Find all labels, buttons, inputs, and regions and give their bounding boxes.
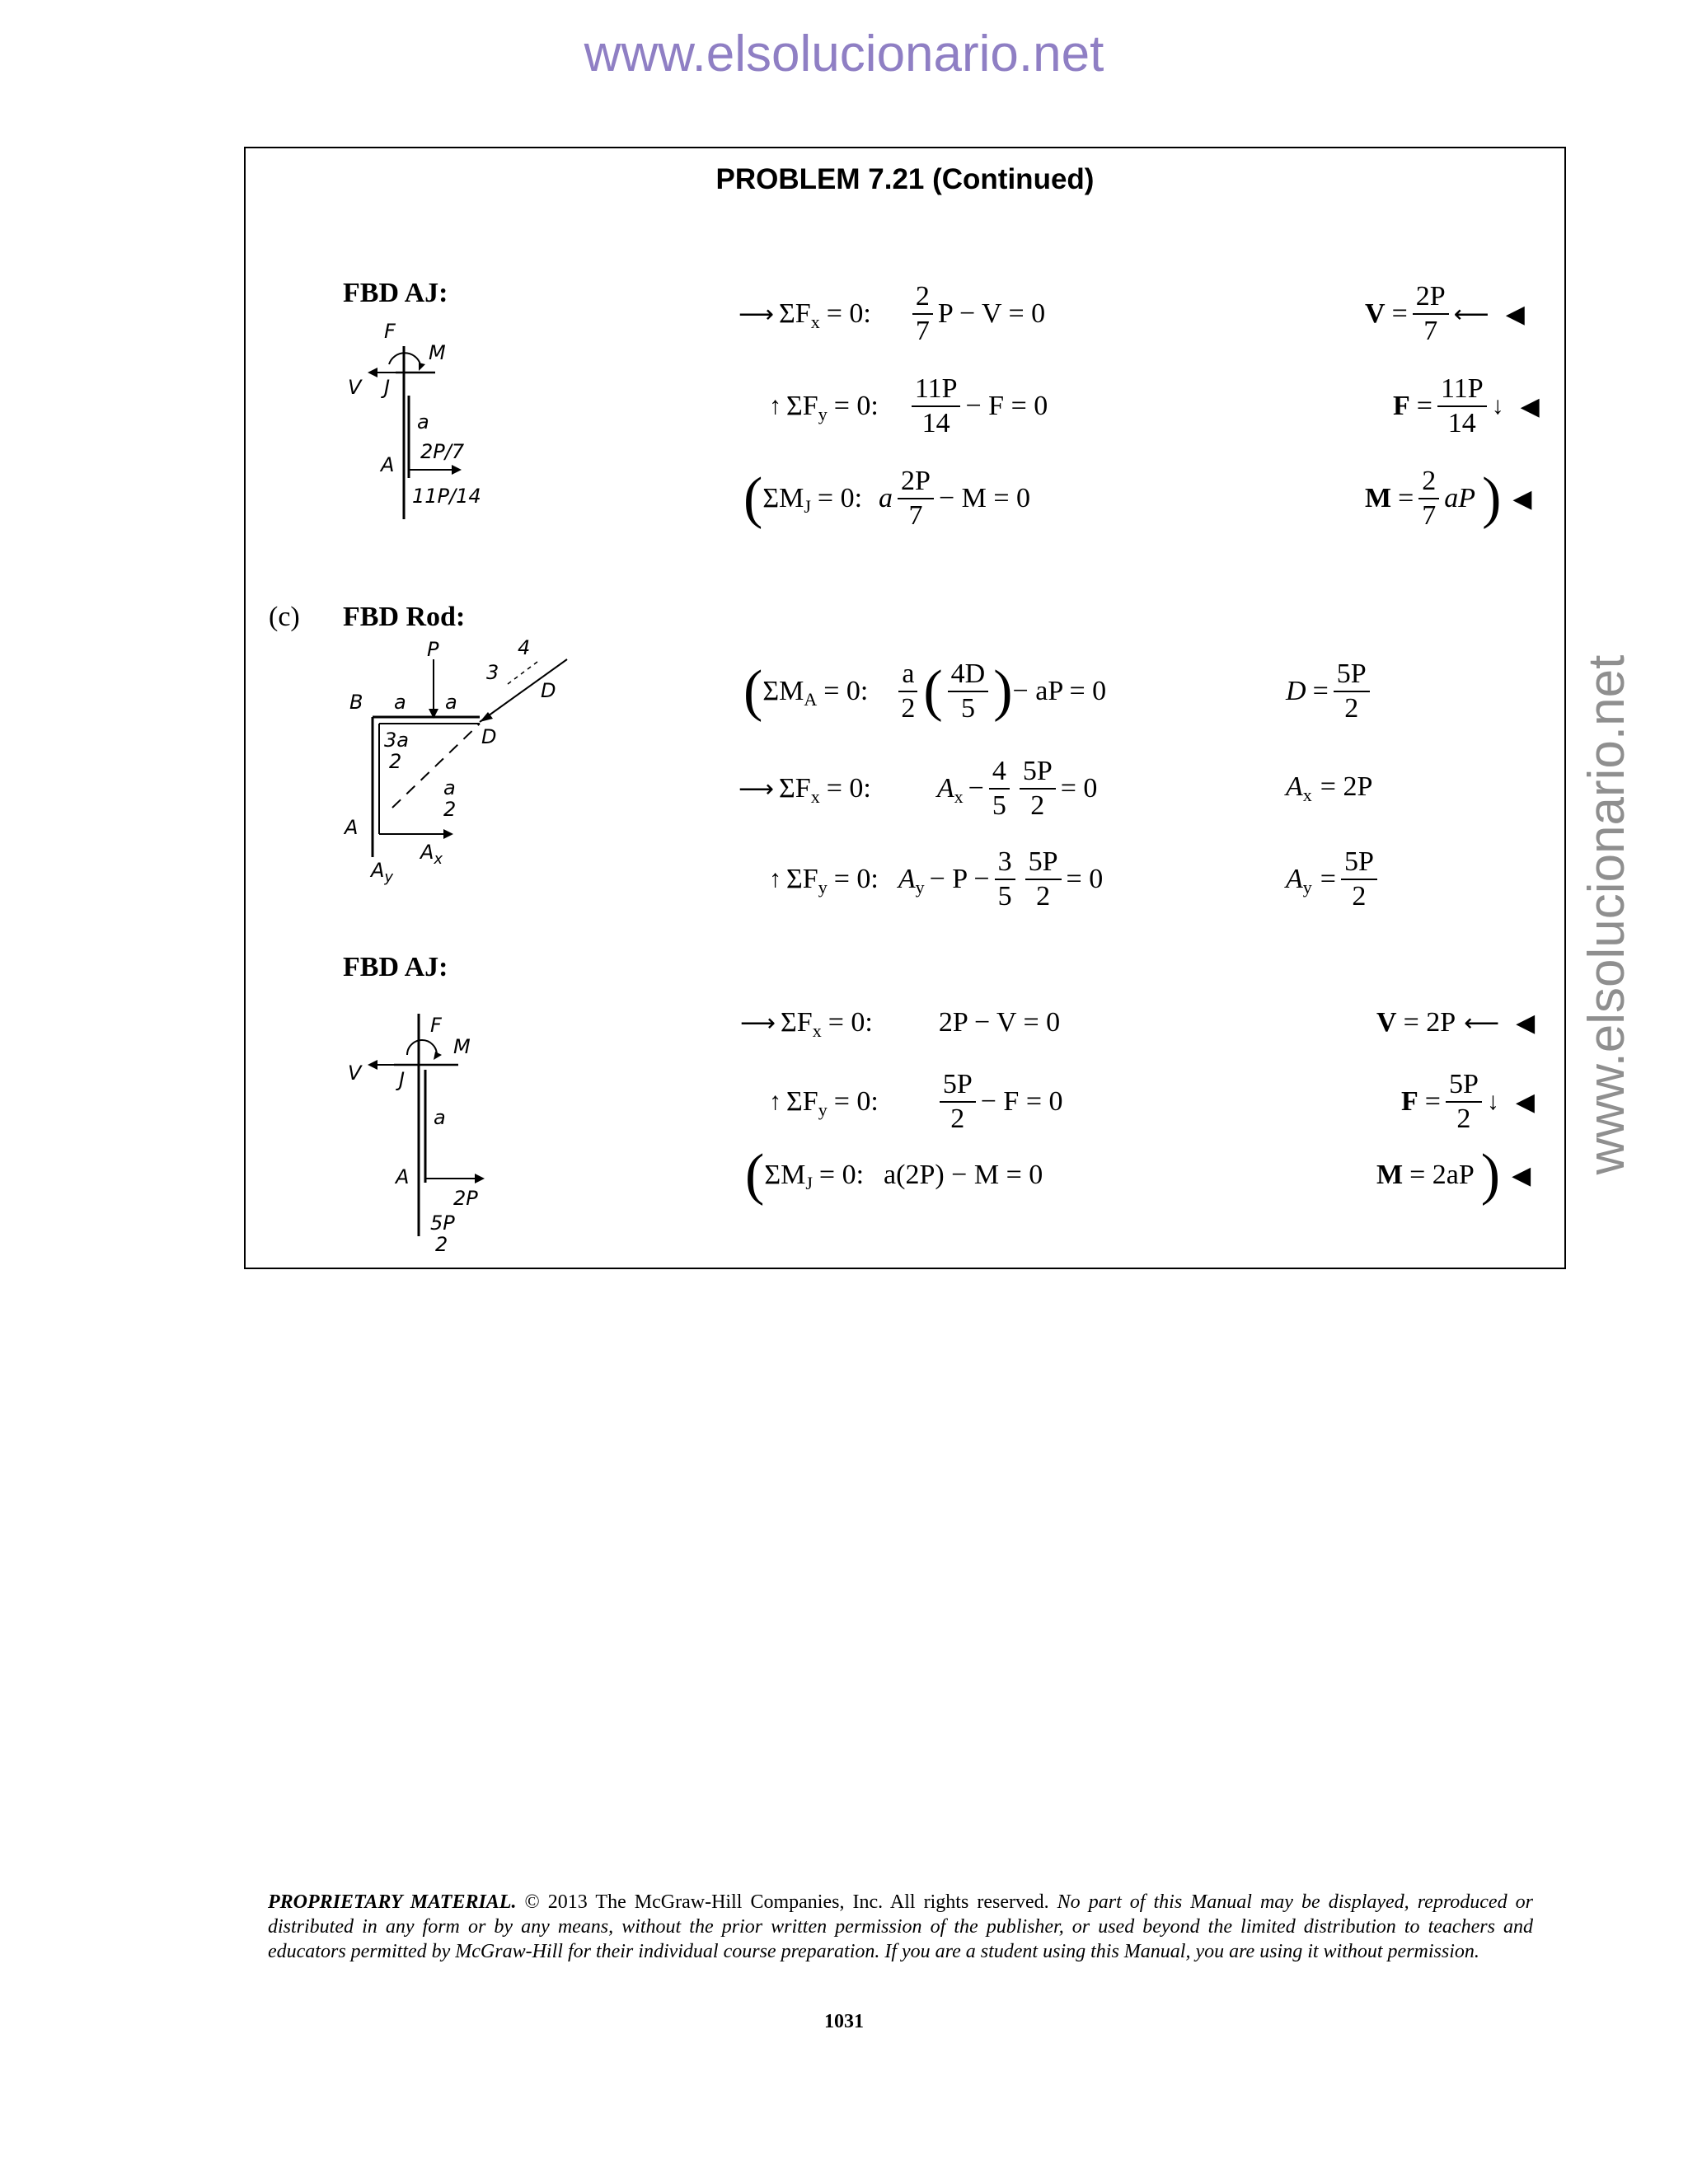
sk1-m: M — [429, 341, 446, 364]
down-arrow-icon: ↓ — [1491, 392, 1504, 419]
sk2-a2-num: a — [443, 776, 456, 799]
sk2-ay: $A_y$ — [371, 859, 394, 886]
answer-marker-icon: ◀ — [1512, 485, 1532, 513]
sec3-result-f: F = $\frac{5P}{2}$ ↓ ◀ — [1401, 1069, 1535, 1134]
copyright-footer — [268, 1890, 1533, 1964]
sk3-v: V — [348, 1062, 362, 1085]
sk2-d2: D — [481, 725, 497, 748]
fbd-aj-sketch-1 — [336, 313, 481, 527]
sec1-eq-summj: ( ΣM J = 0: a $\frac{2P}{7}$ − M = 0 — [743, 466, 1031, 531]
sk1-f: F — [384, 320, 396, 343]
sec1-result-m: M = $\frac{2}{7}$ aP ) ◀ — [1365, 466, 1532, 531]
cw-moment-icon: ) — [1482, 466, 1502, 530]
sk2-3: 3 — [486, 661, 499, 684]
ccw-moment-icon: ( — [743, 659, 763, 723]
fbd-rod-header: FBD Rod: — [343, 602, 466, 632]
sk3-bot-num: 5P — [430, 1212, 455, 1235]
sk1-horiz: 2P/7 — [420, 440, 465, 463]
sec3-eq-summj: ( ΣM J = 0: a(2P) − M = 0 — [745, 1143, 1043, 1207]
sk2-a2: a — [445, 691, 457, 714]
sk3-j: J — [399, 1068, 406, 1091]
sec3-result-m: M = 2aP ) ◀ — [1376, 1143, 1531, 1207]
sec3-eq-sumfy: ↑ ΣF y = 0: $\frac{5P}{2}$ − F = 0 — [769, 1069, 1063, 1134]
footer-text: © 2013 The McGraw-Hill Companies, Inc. All rights reserved. — [516, 1891, 1057, 1913]
sk2-ax: $A_x$ — [420, 841, 443, 868]
left-arrow-icon: ⟵ — [1453, 300, 1489, 328]
up-arrow-icon: ↑ — [769, 865, 781, 893]
right-arrow-icon: ⟶ — [740, 1009, 776, 1037]
sk2-a1: a — [394, 691, 406, 714]
right-arrow-icon: ⟶ — [738, 775, 775, 803]
sk1-v: V — [348, 376, 362, 399]
sec2-eq-sumfx: ⟶ ΣF x = 0: A x − $\frac{4}{5}$ $\frac{5P}{2}$ = 0 — [738, 756, 1098, 821]
answer-marker-icon: ◀ — [1520, 392, 1540, 420]
page-number: 1031 — [824, 2011, 864, 2032]
ccw-moment-icon: ( — [743, 466, 763, 530]
sec3-eq-sumfx: ⟶ ΣF x = 0: 2P − V = 0 — [740, 1007, 1061, 1041]
left-arrow-icon: ⟵ — [1464, 1009, 1500, 1037]
answer-marker-icon: ◀ — [1512, 1161, 1531, 1189]
answer-marker-icon: ◀ — [1505, 300, 1525, 328]
ccw-moment-icon: ( — [745, 1143, 765, 1207]
up-arrow-icon: ↑ — [769, 392, 781, 419]
fbd-aj-header-2: FBD AJ: — [343, 952, 448, 982]
cw-moment-icon: ) — [1480, 1143, 1501, 1207]
answer-marker-icon: ◀ — [1516, 1009, 1536, 1037]
sk1-bottom: 11P/14 — [412, 485, 481, 508]
problem-title: PROBLEM 7.21 (Continued) — [715, 163, 1095, 195]
sec2-eq-summa: ( ΣM A = 0: $\frac{a}{2}$ ( $\frac{4D}{5}$ ) − aP = 0 — [743, 658, 1107, 724]
fbd-aj-header-1: FBD AJ: — [343, 278, 448, 308]
sk2-a2-den: 2 — [443, 798, 457, 821]
sk1-a-point: A — [381, 453, 395, 476]
sk2-3a-num: 3a — [384, 729, 409, 752]
sec1-eq-sumfx: ⟶ ΣF x = 0: $\frac{2}{7}$ P − V = 0 — [738, 281, 1046, 346]
sec1-eq-sumfy: ↑ ΣF y = 0: $\frac{11P}{14}$ − F = 0 — [769, 373, 1048, 438]
answer-marker-icon: ◀ — [1515, 1088, 1535, 1116]
sec1-result-v: V = $\frac{2P}{7}$ ⟵ ◀ — [1365, 281, 1525, 346]
sec2-result-ax: A x = 2P — [1286, 771, 1373, 805]
sec3-result-v: V = 2P ⟵ ◀ — [1376, 1007, 1536, 1038]
solution-box — [244, 147, 1566, 1269]
sk3-a-point: A — [396, 1165, 410, 1188]
fbd-aj-sketch-2 — [336, 997, 501, 1261]
watermark-top: www.elsolucionario.net — [584, 26, 1104, 82]
down-arrow-icon: ↓ — [1486, 1088, 1499, 1115]
footer-lead: PROPRIETARY MATERIAL. — [268, 1891, 517, 1913]
up-arrow-icon: ↑ — [769, 1088, 781, 1115]
part-c-label: (c) — [269, 602, 300, 632]
sec2-eq-sumfy: ↑ ΣF y = 0: A y − P − $\frac{3}{5}$ $\frac{5P}{2}$ = 0 — [769, 846, 1104, 912]
sk1-a: a — [417, 410, 429, 434]
sk2-3a-den: 2 — [389, 750, 402, 773]
right-arrow-icon: ⟶ — [738, 300, 775, 328]
sk3-bot-den: 2 — [435, 1233, 448, 1256]
sec2-result-ay: A y = $\frac{5P}{2}$ — [1286, 846, 1382, 913]
sk2-b: B — [349, 691, 363, 714]
sec1-result-f: F = $\frac{11P}{14}$ ↓ ◀ — [1393, 373, 1540, 438]
sk2-4: 4 — [518, 636, 531, 659]
sk2-a: A — [345, 816, 359, 839]
sk3-a: a — [434, 1106, 446, 1129]
footer-italic: No part of this Manual may be displayed, reproduced or distributed in any form or by any means, without the prior written permission of the publisher, or used beyond the limited distribution to teachers and educators permitted by McGraw-Hill for their individual course preparation. If you are a student using this Manual, you are using it without permission. — [268, 1891, 1533, 1962]
sk2-p: P — [427, 638, 439, 661]
watermark-side: www.elsolucionario.net — [1578, 654, 1635, 1175]
sk1-j: J — [384, 376, 391, 399]
sk3-m: M — [453, 1035, 471, 1058]
sec2-result-d: D = $\frac{5P}{2}$ — [1286, 658, 1375, 725]
sk2-d1: D — [541, 679, 556, 702]
sk3-f: F — [430, 1014, 442, 1037]
sk3-horiz: 2P — [453, 1187, 478, 1210]
fbd-rod-sketch — [335, 636, 590, 886]
